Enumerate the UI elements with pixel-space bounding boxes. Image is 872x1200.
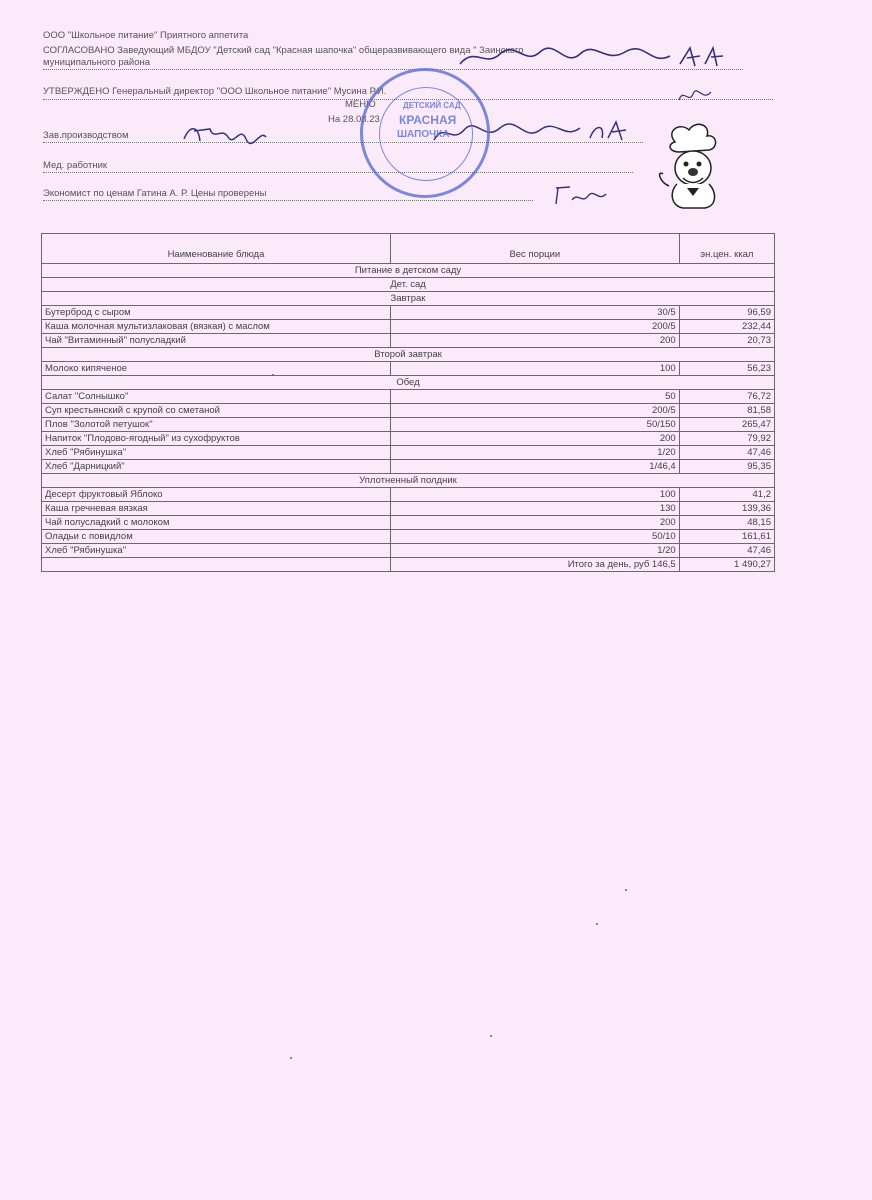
table-row xyxy=(42,334,775,348)
table-row xyxy=(42,390,775,404)
dish-name: Плов "Золотой петушок" xyxy=(42,418,391,432)
organization-stamp xyxy=(360,68,490,198)
portion-weight: 1/20 xyxy=(390,544,679,558)
section-title: Завтрак xyxy=(42,292,775,306)
section-title: Обед xyxy=(42,376,775,390)
dish-name: Хлеб "Рябинушка" xyxy=(42,446,391,460)
section-title: Второй завтрак xyxy=(42,348,775,362)
energy-kcal: 79,92 xyxy=(679,432,774,446)
approved-signature xyxy=(675,86,715,111)
dish-name: Напиток "Плодово-ягодный" из сухофруктов xyxy=(42,432,391,446)
section-row xyxy=(42,348,775,362)
table-row xyxy=(42,432,775,446)
portion-weight: 1/20 xyxy=(390,446,679,460)
section-title: Уплотненный полдник xyxy=(42,474,775,488)
energy-kcal: 139,36 xyxy=(679,502,774,516)
dish-name: Бутерброд с сыром xyxy=(42,306,391,320)
energy-kcal: 161,61 xyxy=(679,530,774,544)
energy-kcal: 81,58 xyxy=(679,404,774,418)
column-header-dish: Наименование блюда xyxy=(42,234,391,264)
portion-weight: 200/5 xyxy=(390,320,679,334)
portion-weight: 50/10 xyxy=(390,530,679,544)
dish-name: Салат "Солнышко" xyxy=(42,390,391,404)
production-signature-short xyxy=(180,121,270,152)
scan-speck xyxy=(625,889,627,891)
economist-signature-line xyxy=(43,200,533,201)
portion-weight: 1/46,4 xyxy=(390,460,679,474)
table-row xyxy=(42,306,775,320)
energy-kcal: 47,46 xyxy=(679,446,774,460)
medic-signature-line xyxy=(43,172,633,173)
table-row xyxy=(42,320,775,334)
scan-speck xyxy=(272,374,274,376)
portion-weight: 100 xyxy=(390,362,679,376)
dish-name: Чай полусладкий с молоком xyxy=(42,516,391,530)
energy-kcal: 96,59 xyxy=(679,306,774,320)
dish-name: Чай "Витаминный" полусладкий xyxy=(42,334,391,348)
dish-name: Молоко кипяченое xyxy=(42,362,391,376)
title-row xyxy=(42,264,775,278)
scan-speck xyxy=(596,923,598,925)
energy-kcal: 265,47 xyxy=(679,418,774,432)
portion-weight: 200 xyxy=(390,516,679,530)
company-line: ООО "Школьное питание" Приятного аппетита xyxy=(43,30,249,41)
agreed-signature-scribble xyxy=(455,44,725,72)
chef-logo-icon xyxy=(655,120,730,210)
total-kcal: 1 490,27 xyxy=(679,558,774,572)
table-row xyxy=(42,460,775,474)
column-header-weight: Вес порции xyxy=(390,234,679,264)
dish-name: Хлеб "Рябинушка" xyxy=(42,544,391,558)
table-row xyxy=(42,516,775,530)
energy-kcal: 56,23 xyxy=(679,362,774,376)
stamp-text-2: КРАСНАЯ xyxy=(399,113,457,127)
energy-kcal: 95,35 xyxy=(679,460,774,474)
total-label: Итого за день, руб 146,5 xyxy=(390,558,679,572)
dish-name: Каша гречневая вязкая xyxy=(42,502,391,516)
menu-title: МЕНЮ xyxy=(345,99,376,110)
dish-name: Хлеб "Дарницкий" xyxy=(42,460,391,474)
menu-date: На 28.08.23 xyxy=(328,114,380,125)
portion-weight: 50 xyxy=(390,390,679,404)
subtitle-row xyxy=(42,278,775,292)
portion-weight: 100 xyxy=(390,488,679,502)
table-row xyxy=(42,418,775,432)
portion-weight: 200 xyxy=(390,432,679,446)
table-header-row xyxy=(42,234,775,264)
economist-signature xyxy=(552,184,612,213)
table-row xyxy=(42,446,775,460)
portion-weight: 200 xyxy=(390,334,679,348)
table-row xyxy=(42,404,775,418)
title-cell: Питание в детском саду xyxy=(42,264,775,278)
agreed-line-cont: муниципального района xyxy=(43,57,151,68)
portion-weight: 130 xyxy=(390,502,679,516)
agreed-signature xyxy=(455,44,725,77)
energy-kcal: 20,73 xyxy=(679,334,774,348)
total-row xyxy=(42,558,775,572)
table-row xyxy=(42,362,775,376)
energy-kcal: 41,2 xyxy=(679,488,774,502)
portion-weight: 200/5 xyxy=(390,404,679,418)
section-row xyxy=(42,474,775,488)
scan-speck xyxy=(290,1057,292,1059)
stamp-text-1: ДЕТСКИЙ САД xyxy=(403,101,461,110)
subtitle-cell: Дет. сад xyxy=(42,278,775,292)
energy-kcal: 47,46 xyxy=(679,544,774,558)
dish-name: Оладьи с повидлом xyxy=(42,530,391,544)
table-row xyxy=(42,488,775,502)
energy-kcal: 232,44 xyxy=(679,320,774,334)
economist-line: Экономист по ценам Гатина А. Р. Цены проверены xyxy=(43,188,267,199)
dish-name: Суп крестьянский с крупой со сметаной xyxy=(42,404,391,418)
stamp-text-3: ШАПОЧКА xyxy=(397,129,450,140)
agreed-line: СОГЛАСОВАНО Заведующий МБДОУ "Детский сад "Красная шапочка" общеразвивающего вида " Заинского xyxy=(43,45,524,56)
portion-weight: 50/150 xyxy=(390,418,679,432)
dish-name: Десерт фруктовый Яблоко xyxy=(42,488,391,502)
scan-speck xyxy=(490,1035,492,1037)
dish-name: Каша молочная мультизлаковая (вязкая) с маслом xyxy=(42,320,391,334)
production-label: Зав.производством xyxy=(43,130,129,141)
table-row xyxy=(42,544,775,558)
energy-kcal: 76,72 xyxy=(679,390,774,404)
section-row xyxy=(42,376,775,390)
energy-kcal: 48,15 xyxy=(679,516,774,530)
section-row xyxy=(42,292,775,306)
table-row xyxy=(42,530,775,544)
portion-weight: 30/5 xyxy=(390,306,679,320)
total-empty-cell xyxy=(42,558,391,572)
table-row xyxy=(42,502,775,516)
menu-table xyxy=(41,233,775,572)
medic-label: Мед. работник xyxy=(43,160,108,171)
column-header-kcal: эн.цен. ккал xyxy=(679,234,774,264)
approved-line: УТВЕРЖДЕНО Генеральный директор "ООО Школьное питание" Мусина Р.И. xyxy=(43,86,387,97)
